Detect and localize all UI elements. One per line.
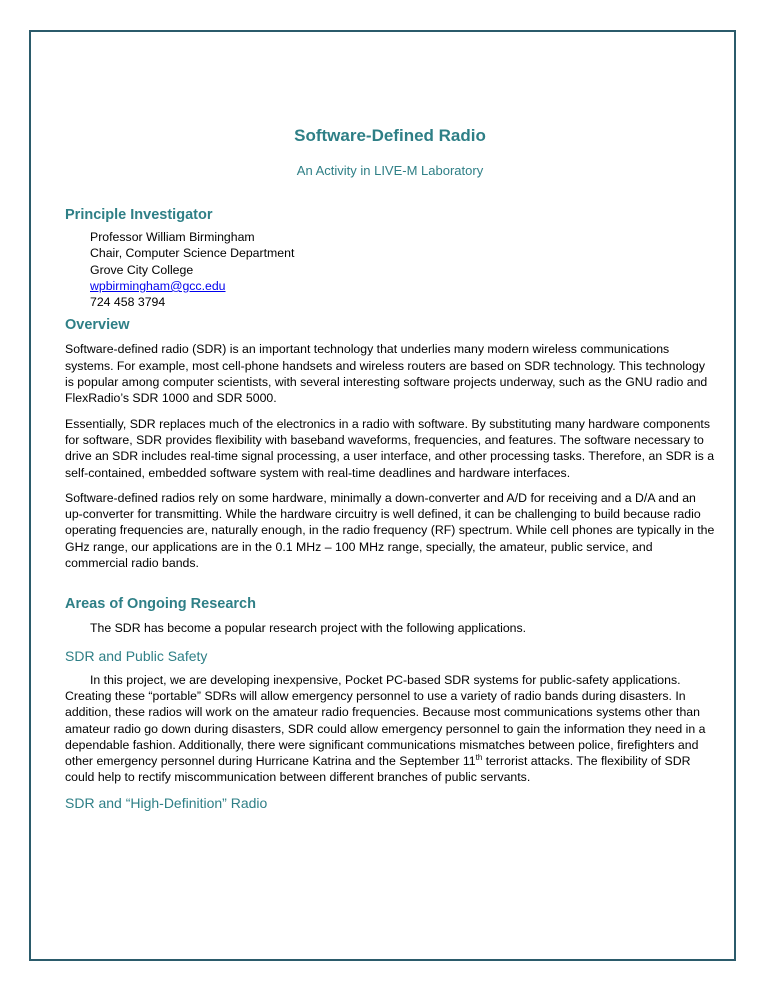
public-safety-text-2: terrorist attacks. The flexibility of SDR could help to rectify miscommunication between different branches of public servants.: [65, 754, 691, 785]
pi-email-link[interactable]: wpbirmingham@gcc.edu: [90, 278, 226, 293]
public-safety-paragraph: [65, 672, 715, 786]
ordinal-superscript: th: [475, 753, 483, 763]
overview-paragraph-1: Software-defined radio (SDR) is an important technology that underlies many modern wireless communications systems. For example, most cell-phone handsets and wireless routers are based on SDR technology. This technology is popular among computer scientists, with several interesting software projects underway, such as the GNU radio and FlexRadio’s SDR 1000 and SDR 5000.: [65, 342, 708, 406]
pi-organization: Grove City College: [90, 262, 194, 277]
document-title: Software-Defined Radio: [294, 126, 486, 145]
pi-role: Chair, Computer Science Department: [90, 246, 295, 261]
areas-of-research-heading: Areas of Ongoing Research: [65, 596, 256, 613]
overview-heading: Overview: [65, 317, 130, 334]
pi-phone: 724 458 3794: [90, 295, 166, 310]
principal-investigator-heading: Principle Investigator: [65, 207, 213, 223]
document-subtitle: An Activity in LIVE-M Laboratory: [296, 163, 484, 178]
public-safety-heading: SDR and Public Safety: [65, 647, 208, 664]
overview-paragraph-3: Software-defined radios rely on some hardware, minimally a down-converter and A/D for receiving and a D/A and an up-converter for transmitting. While the hardware circuitry is well defined, it can be challenging to build because radio operating frequencies are, naturally enough, in the radio frequency (RF) spectrum. While cell phones are typically in the GHz range, our applications are in the 0.1 MHz – 100 MHz range, specially, the amateur, public service, and commercial radio bands.: [65, 490, 715, 571]
public-safety-text-1: In this project, we are developing inexpensive, Pocket PC-based SDR systems for public-safety applications. Creating these “portable” SDRs will allow emergency personnel to use a variety of radio bands during disasters. In addition, these radios will work on the amateur radio frequencies. Because most communications systems other than amateur radio go down during disasters, SDR could allow emergency personnel to gain the information they need in a dependable fashion. Additionally, there were significant communications mismatches between police, firefighters and other emergency personnel during Hurricane Katrina and the September 11: [65, 672, 706, 769]
document-content: [65, 125, 715, 813]
areas-intro: The SDR has become a popular research project with the following applications.: [90, 621, 527, 636]
pi-name: Professor William Birmingham: [90, 230, 255, 244]
overview-paragraph-2: Essentially, SDR replaces much of the electronics in a radio with software. By substituting many hardware components for software, SDR provides flexibility with baseband waveforms, frequencies, and features. The software necessary to drive an SDR includes real-time signal processing, a user interface, and other processing tasks. Therefore, an SDR is a self-contained, embedded software system with real-time deadlines and hardware interfaces.: [65, 416, 715, 480]
hd-radio-heading: SDR and “High-Definition” Radio: [65, 794, 268, 811]
principal-investigator-block: [90, 229, 715, 310]
